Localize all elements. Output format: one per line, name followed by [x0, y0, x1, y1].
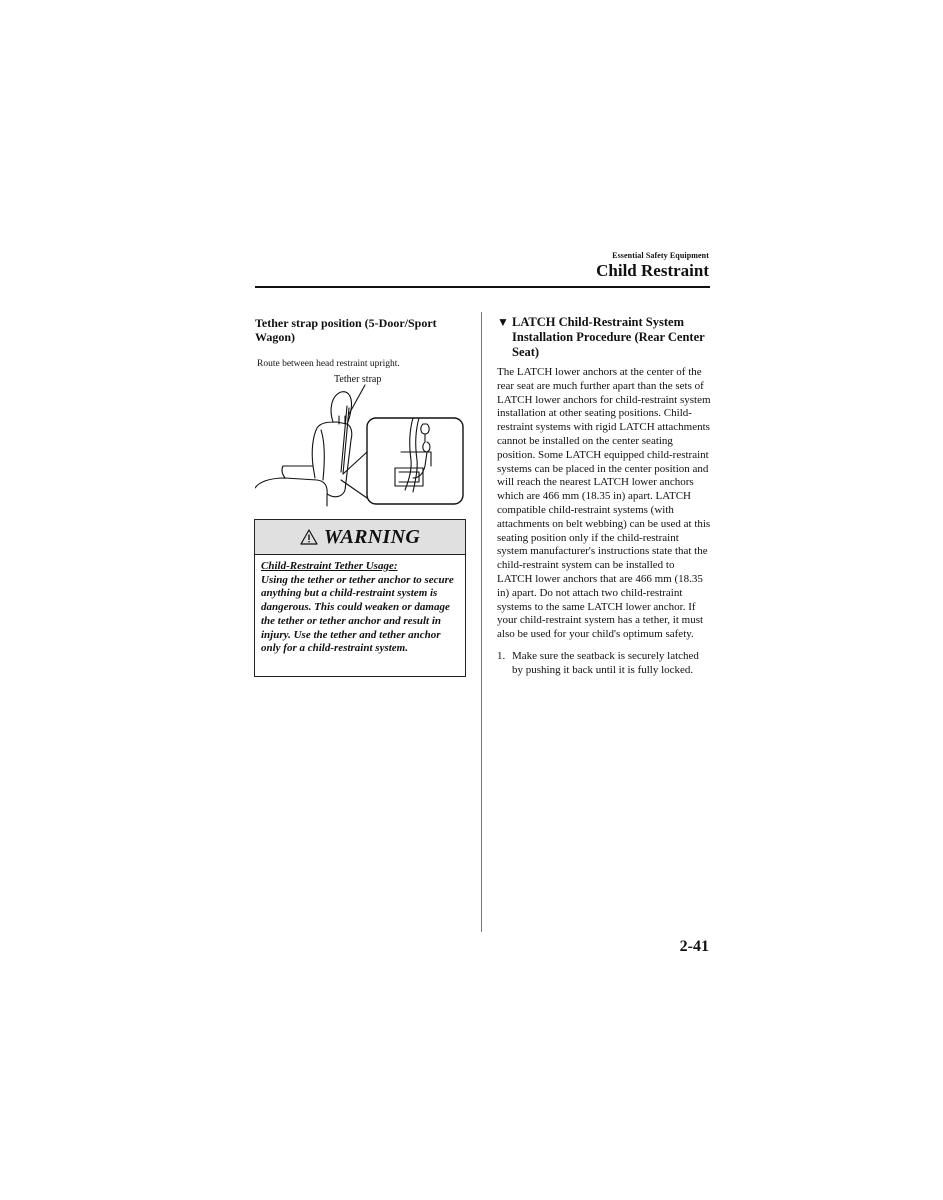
warning-label: WARNING: [323, 525, 421, 548]
seat-drawing: [255, 370, 467, 510]
column-divider: [481, 312, 482, 932]
tether-strap-illustration: [255, 370, 467, 510]
tether-strap-label: Tether strap: [334, 374, 382, 385]
step-text: Make sure the seatback is securely latched by pushing it back until it is fully locked.: [512, 649, 699, 676]
warning-body: [255, 555, 465, 656]
title-rule: [255, 286, 710, 288]
figure-caption: Route between head restraint upright.: [257, 359, 400, 369]
right-column: [497, 315, 711, 678]
step-number: 1.: [497, 649, 506, 662]
warning-header: [255, 520, 465, 555]
warning-box: [254, 519, 466, 677]
warning-title: Child-Restraint Tether Usage:: [261, 560, 398, 572]
warning-triangle-icon: [300, 529, 318, 545]
section-label: Essential Safety Equipment: [612, 251, 709, 260]
page-title: Child Restraint: [596, 261, 709, 280]
page-number: 2-41: [679, 938, 709, 955]
list-item: [497, 650, 711, 678]
latch-body-text: The LATCH lower anchors at the center of the rear seat are much further apart than the sets of LATCH lower anchors for child-restraint system installation at other seating positions. Child-restraint systems with rigid LATCH attachments cannot be installed on the center seating position. Some LATCH equipped child-restraint systems can be placed in the center position and will reach the nearest LATCH lower anchors which are 466 mm (18.35 in) apart. LATCH compatible child-restraint systems (with attachments on belt webbing) can be used at this seating position only if the child-restraint system manufacturer's instructions state that the child-restraint system can be installed to LATCH lower anchors that are 466 mm (18.35 in) apart. Do not attach two child-restraint systems to the same LATCH lower anchor. If your child-restraint system has a tether, it must also be used for your child's optimum safety.: [497, 366, 711, 641]
latch-heading-text: LATCH Child-Restraint System Installation Procedure (Rear Center Seat): [512, 315, 705, 359]
section-marker-icon: ▼: [497, 315, 509, 329]
warning-text: Using the tether or tether anchor to secure anything but a child-restraint system is dangerous. This could weaken or damage the tether or tether anchor and result in injury. Use the tether and tether anchor only for a child-restraint system.: [261, 573, 454, 655]
left-column: [255, 316, 467, 370]
latch-heading: [497, 315, 711, 360]
tether-subheading: Tether strap position (5-Door/Sport Wagon): [255, 316, 437, 344]
